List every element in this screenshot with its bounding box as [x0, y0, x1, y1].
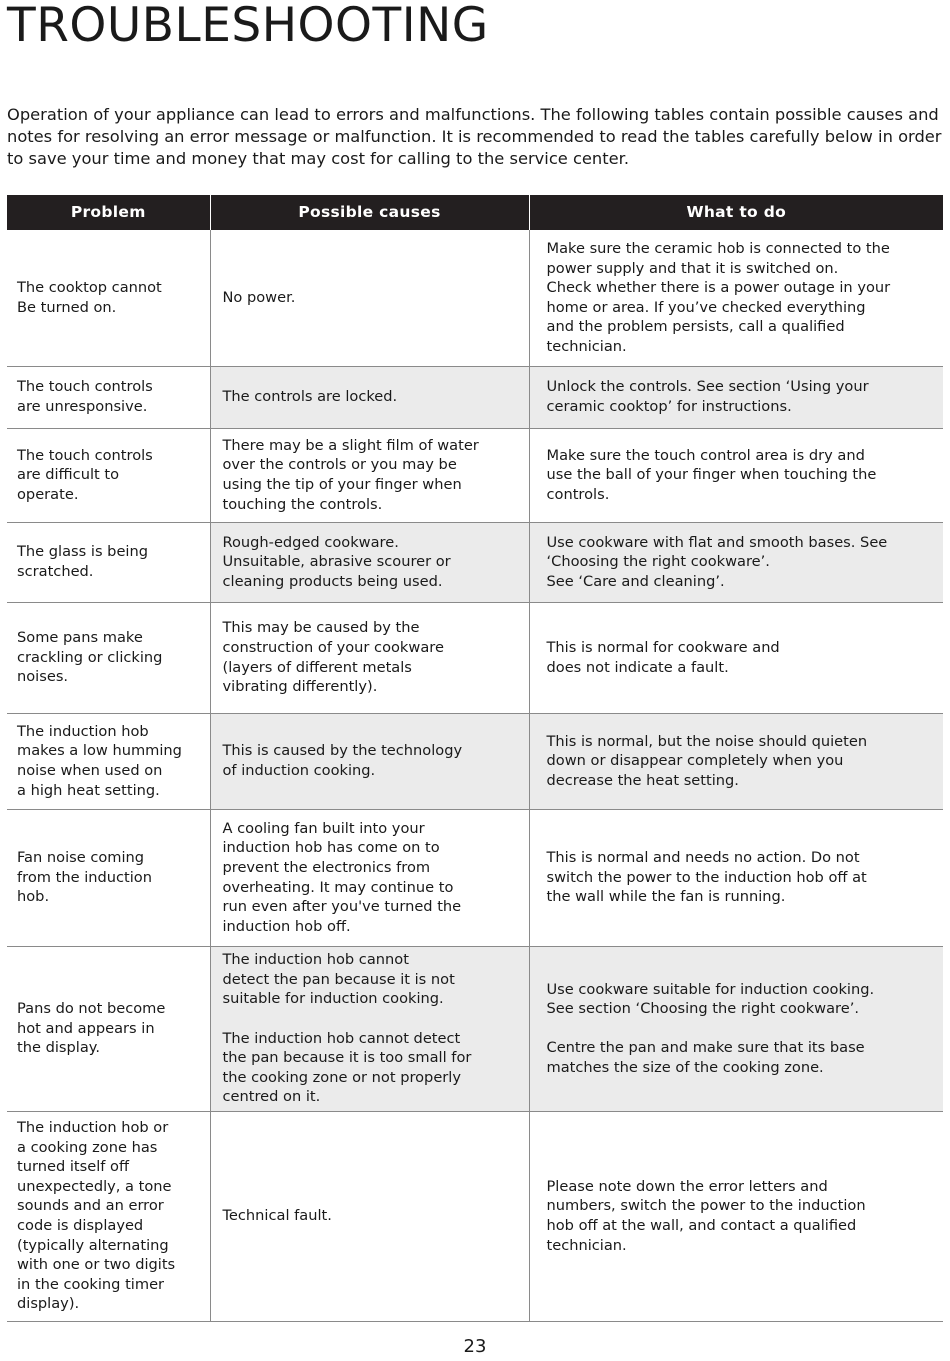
problem-text: Some pans make crackling or clicking noises.: [17, 629, 163, 686]
problem-text: Pans do not become hot and appears in the display.: [17, 1000, 166, 1057]
todo-text: Use cookware suitable for induction cooking. See section ‘Choosing the right cookware’.: [546, 980, 875, 1018]
todo-text: This is normal, but the noise should quieten down or disappear completely when you decrease the heat setting.: [546, 732, 868, 789]
table-row: [7, 366, 943, 428]
header-possible-causes: Possible causes: [210, 195, 529, 230]
todo-cell: [529, 946, 943, 1111]
troubleshooting-table: [7, 195, 943, 1322]
problem-cell: [7, 809, 210, 946]
todo-text: This is normal and needs no action. Do not switch the power to the induction hob off at the wall while the fan is running.: [546, 849, 867, 906]
cause-text: Technical fault.: [222, 1207, 332, 1225]
todo-text: Use cookware with flat and smooth bases. See ‘Choosing the right cookware’. See ‘Care and cleaning’.: [546, 533, 888, 590]
problem-text: The induction hob or a cooking zone has turned itself off unexpectedly, a tone sounds and an error code is displayed (typically alternating with one or two digits in the cooking timer display).: [17, 1119, 176, 1313]
problem-cell: [7, 366, 210, 428]
problem-text: The cooktop cannot Be turned on.: [17, 279, 162, 316]
todo-cell: [529, 1111, 943, 1321]
cause-text: The induction hob cannot detect the pan because it is not suitable for induction cooking.: [222, 951, 455, 1008]
header-problem: Problem: [7, 195, 210, 230]
todo-text: Please note down the error letters and numbers, switch the power to the induction hob off at the wall, and contact a qualified technician.: [546, 1177, 866, 1254]
table-row: [7, 1111, 943, 1321]
problem-cell: [7, 602, 210, 713]
todo-cell: [529, 230, 943, 366]
problem-cell: [7, 428, 210, 522]
cause-text: A cooling fan built into your induction hob has come on to prevent the electronics from overheating. It may continue to run even after you've turned the induction hob off.: [222, 819, 462, 935]
cause-cell: [210, 1111, 529, 1321]
intro-paragraph: Operation of your appliance can lead to errors and malfunctions. The following tables contain possible causes and notes for resolving an error message or malfunction. It is recommended to read the tables carefully below in order to save your time and money that may cost for calling to the service center.: [7, 105, 942, 168]
cause-cell: [210, 522, 529, 602]
cause-text: This is caused by the technology of induction cooking.: [222, 742, 463, 779]
table-row: [7, 602, 943, 713]
table-row: [7, 230, 943, 366]
cause-text: This may be caused by the construction of your cookware (layers of different metals vibrating differently).: [222, 619, 444, 696]
todo-text: Make sure the ceramic hob is connected to the power supply and that it is switched on. Check whether there is a power outage in your home or area. If you’ve checked everything and the problem persists, call a qualified technician.: [546, 239, 891, 355]
problem-cell: [7, 230, 210, 366]
todo-text: This is normal for cookware and does not indicate a fault.: [546, 638, 780, 676]
table-row: [7, 713, 943, 809]
cause-text: No power.: [222, 288, 296, 306]
problem-text: Fan noise coming from the induction hob.: [17, 849, 152, 906]
cause-cell: [210, 366, 529, 428]
todo-text: Unlock the controls. See section ‘Using your ceramic cooktop’ for instructions.: [546, 378, 869, 415]
page-number: 23: [463, 1336, 487, 1357]
table-row: [7, 946, 943, 1111]
problem-text: The induction hob makes a low humming noise when used on a high heat setting.: [17, 722, 182, 799]
todo-text: Centre the pan and make sure that its base matches the size of the cooking zone.: [546, 1039, 865, 1076]
problem-text: The touch controls are unresponsive.: [17, 378, 153, 415]
cause-cell: [210, 713, 529, 809]
todo-cell: [529, 428, 943, 522]
cause-cell: [210, 946, 529, 1111]
todo-cell: [529, 366, 943, 428]
cause-cell: [210, 230, 529, 366]
table-row: [7, 809, 943, 946]
todo-cell: [529, 809, 943, 946]
cause-cell: [210, 809, 529, 946]
cause-cell: [210, 602, 529, 713]
todo-cell: [529, 522, 943, 602]
cause-text: Rough-edged cookware. Unsuitable, abrasive scourer or cleaning products being used.: [222, 533, 451, 590]
cause-text: There may be a slight film of water over the controls or you may be using the tip of your finger when touching the controls.: [222, 436, 479, 513]
todo-text: Make sure the touch control area is dry and use the ball of your finger when touching the controls.: [546, 446, 877, 503]
table-header-row: [7, 195, 943, 230]
cause-text: The controls are locked.: [222, 388, 398, 406]
todo-cell: [529, 602, 943, 713]
todo-cell: [529, 713, 943, 809]
problem-text: The glass is being scratched.: [17, 543, 148, 580]
problem-cell: [7, 713, 210, 809]
table-row: [7, 522, 943, 602]
header-what-to-do: What to do: [529, 195, 943, 230]
cause-cell: [210, 428, 529, 522]
table-row: [7, 428, 943, 522]
problem-cell: [7, 946, 210, 1111]
problem-text: The touch controls are difficult to operate.: [17, 446, 153, 503]
page-title: TROUBLESHOOTING: [7, 0, 489, 53]
problem-cell: [7, 1111, 210, 1321]
problem-cell: [7, 522, 210, 602]
cause-text: The induction hob cannot detect the pan because it is too small for the cooking zone or not properly centred on it.: [222, 1029, 472, 1106]
